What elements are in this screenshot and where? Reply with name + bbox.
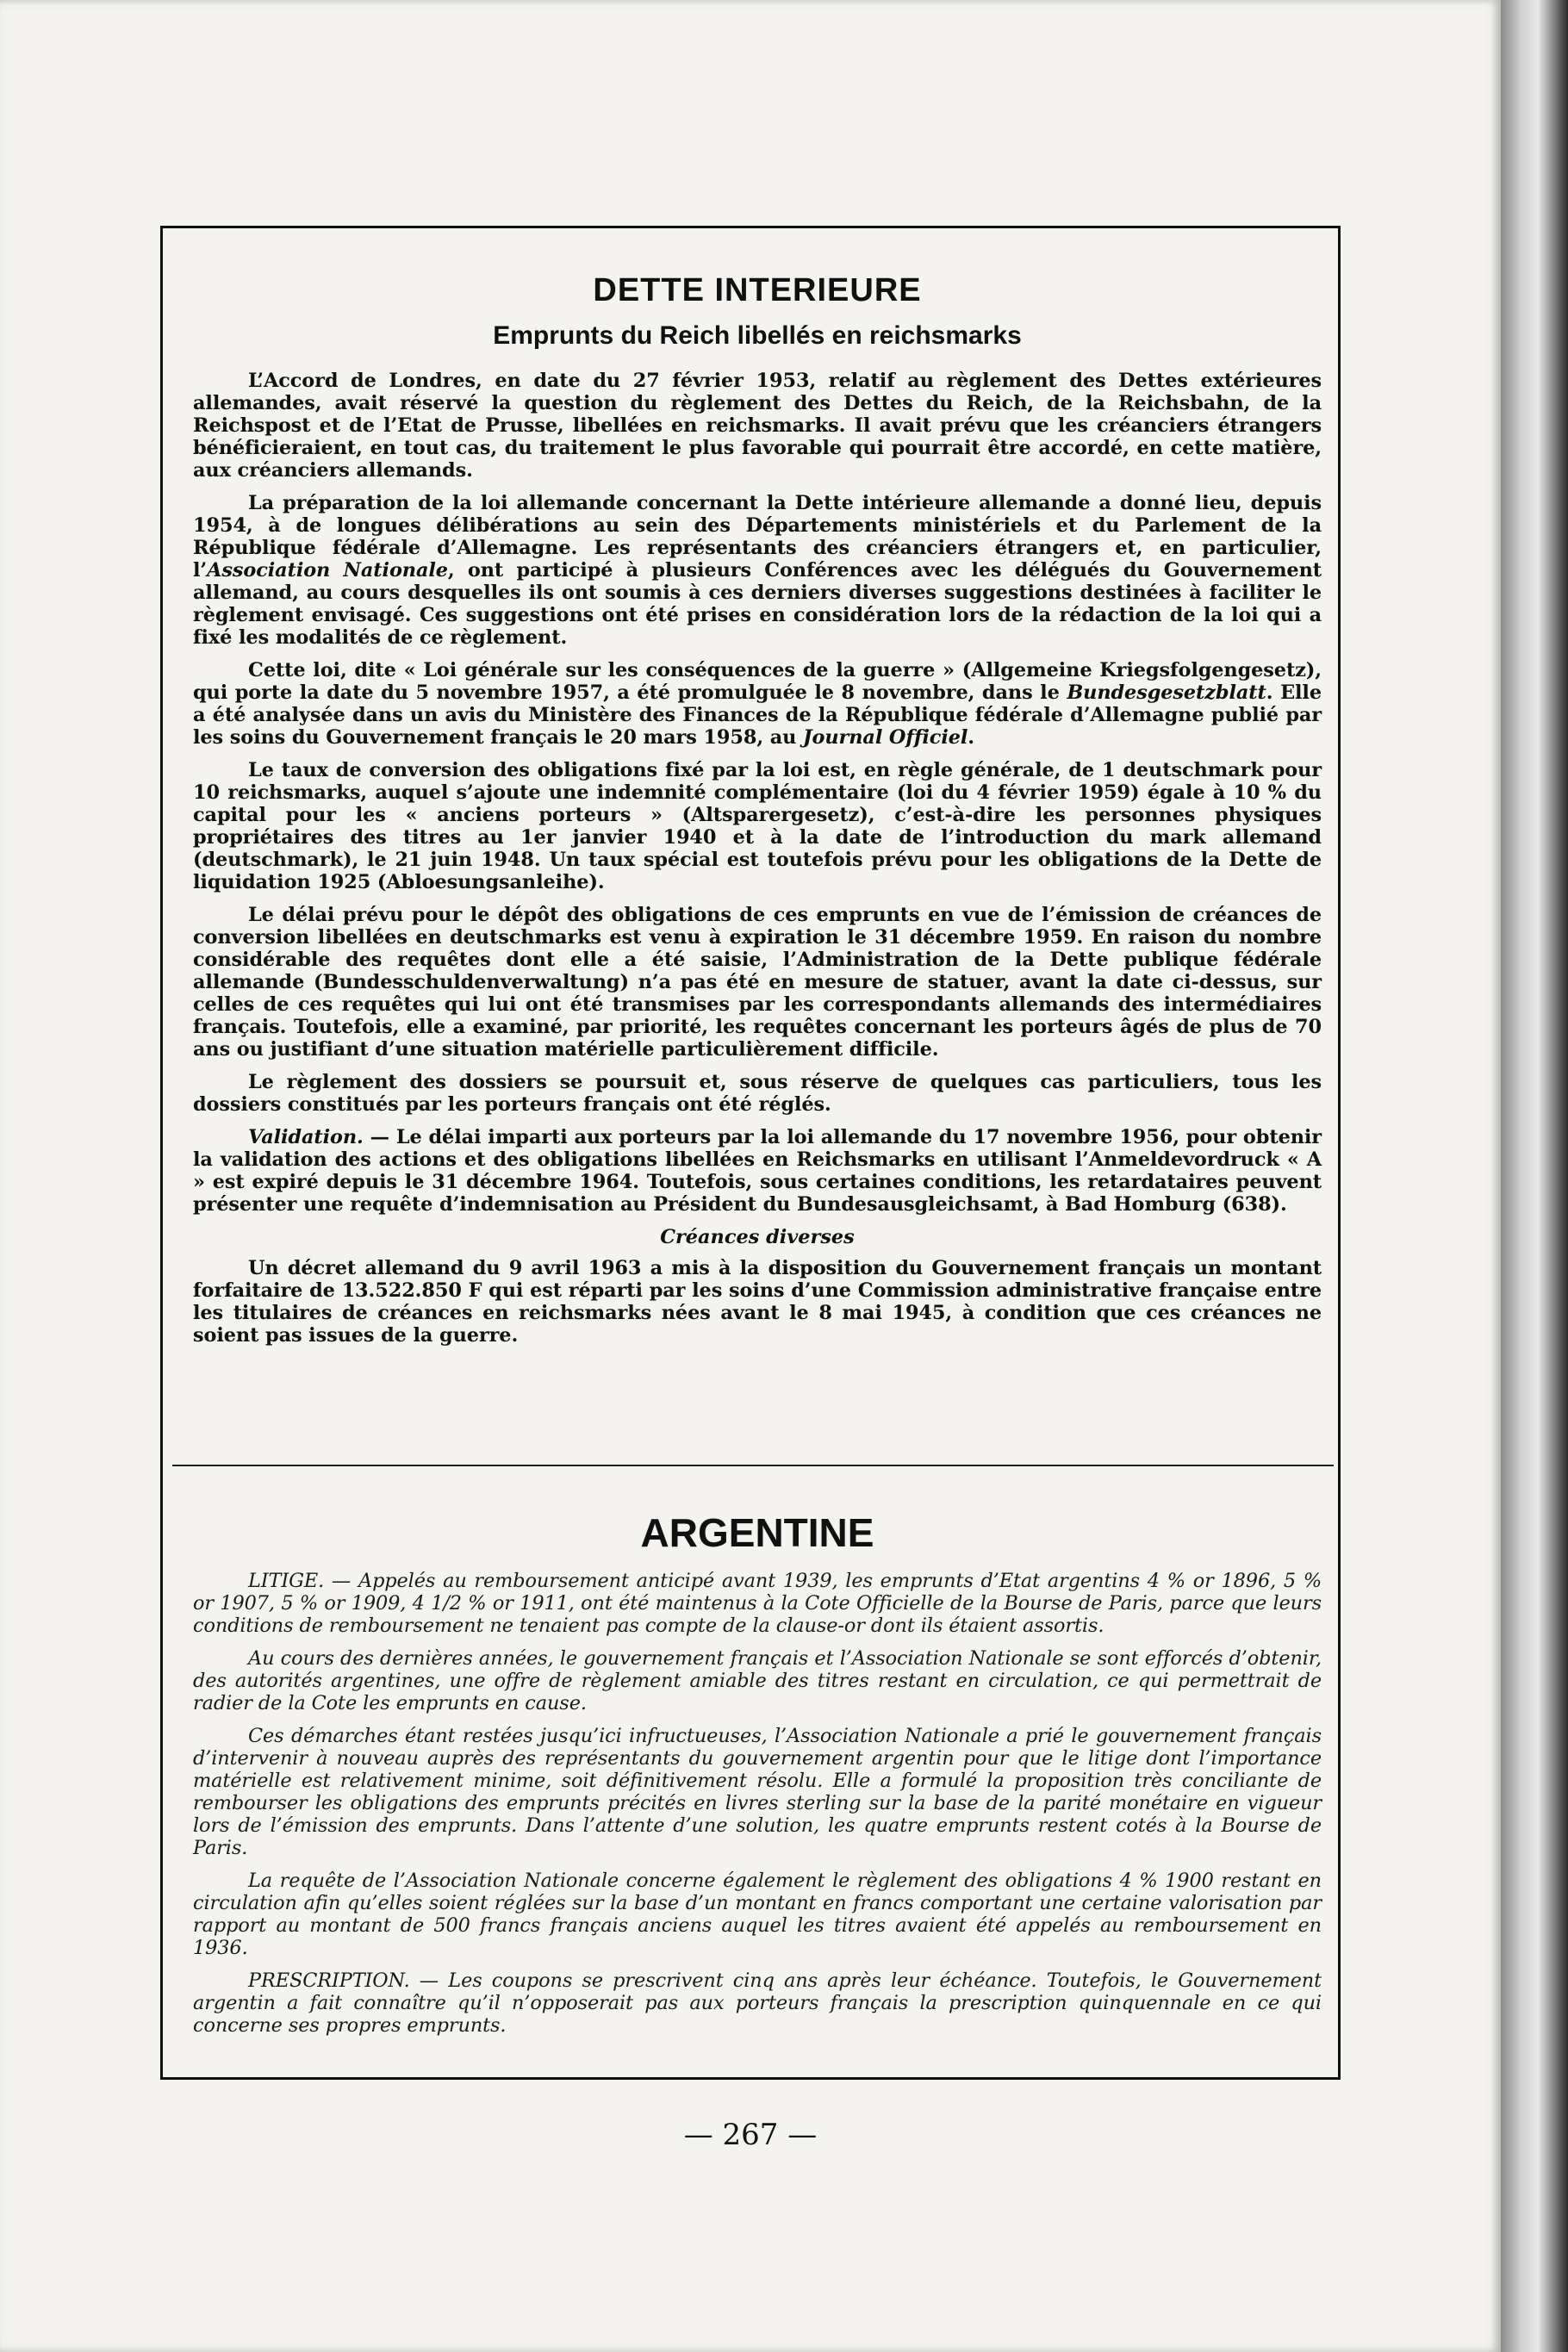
subheading: Créances diverses (660, 1226, 855, 1248)
paragraph: Un décret allemand du 9 avril 1963 a mis à la disposition du Gouvernement français un montant forfaitaire de 13.522.850 F qui est réparti par les soins d’une Commission administrative française entre les titulaires de créances en reichsmarks nées avant le 8 mai 1945, à condition que ces créances ne soient pas issues de la guerre. (193, 1257, 1322, 1347)
section-subtitle: Emprunts du Reich libellés en reichsmarks (493, 321, 1022, 350)
dette-interieure-section (193, 272, 1322, 1357)
paragraph: La préparation de la loi allemande concernant la Dette intérieure allemande a donné lieu, depuis 1954, à de longues délibérations au sein des Départements ministériels et du Parlement de la République fédérale d’Allemagne. Les représentants des créanciers étrangers et, en particulier, l’Association Nationale, ont participé à plusieurs Conférences avec les délégués du Gouvernement allemand, au cours desquelles ils ont soumis à ces derniers diverses suggestions destinées à faciliter le règlement envisagé. Ces suggestions ont été prises en considération lors de la rédaction de la loi qui a fixé les modalités de ce règlement. (193, 492, 1322, 649)
argentine-section (193, 1509, 1322, 2047)
paragraph: Le taux de conversion des obligations fixé par la loi est, en règle générale, de 1 deutschmark pour 10 reichsmarks, auquel s’ajoute une indemnité complémentaire (loi du 4 février 1959) égale à 10 % du capital pour les « anciens porteurs » (Altsparergesetz), c’est-à-dire les personnes physiques propriétaires des titres au 1er janvier 1940 et à la date de l’introduction du mark allemand (deutschmark), le 21 juin 1948. Un taux spécial est toutefois prévu pour les obligations de la Dette de liquidation 1925 (Abloesungsanleihe). (193, 759, 1322, 893)
page-edge (1501, 0, 1568, 2352)
paragraph: LITIGE. — Appelés au remboursement anticipé avant 1939, les emprunts d’Etat argentins 4 % or 1896, 5 % or 1907, 5 % or 1909, 4 1/2 % or 1911, ont été maintenus à la Cote Officielle de la Bourse de Paris, parce que leurs conditions de remboursement ne tenaient pas compte de la clause-or dont ils étaient assortis. (193, 1570, 1322, 1637)
paragraph: PRESCRIPTION. — Les coupons se prescrivent cinq ans après leur échéance. Toutefois, le Gouvernement argentin a fait connaître qu’il n’opposerait pas aux porteurs français la prescription quinquennale en ce qui concerne ses propres emprunts. (193, 1969, 1322, 2037)
paragraph: Le délai prévu pour le dépôt des obligations de ces emprunts en vue de l’émission de créances de conversion libellées en deutschmarks est venu à expiration le 31 décembre 1959. En raison du nombre considérable des requêtes dont elle a été saisie, l’Administration de la Dette publique fédérale allemande (Bundesschuldenverwaltung) n’a pas été en mesure de statuer, avant la date ci-dessus, sur celles de ces requêtes qui lui ont été transmises par les correspondants allemands des intermédiaires français. Toutefois, elle a examiné, par priorité, les requêtes concernant les porteurs âgés de plus de 70 ans ou justifiant d’une situation matérielle particulièrement difficile. (193, 904, 1322, 1061)
paragraph: Au cours des dernières années, le gouvernement français et l’Association Nationale se sont efforcés d’obtenir, des autorités argentines, une offre de règlement amiable des titres restant en circulation, ce qui permettrait de radier de la Cote les emprunts en cause. (193, 1647, 1322, 1714)
page-number: — 267 — (683, 2118, 818, 2152)
paragraph: Validation. — Le délai imparti aux porteurs par la loi allemande du 17 novembre 1956, pour obtenir la validation des actions et des obligations libellées en Reichsmarks en utilisant l’Anmeldevordruck « A » est expiré depuis le 31 décembre 1964. Toutefois, sous certaines conditions, les retardataires peuvent présenter une requête d’indemnisation au Président du Bundesausgleichsamt, à Bad Homburg (638). (193, 1126, 1322, 1216)
paragraph: La requête de l’Association Nationale concerne également le règlement des obligations 4 % 1900 restant en circulation afin qu’elles soient réglées sur la base d’un montant en francs comportant une certaine valorisation par rapport au montant de 500 francs français anciens auquel les titres avaient été appelés au remboursement en 1936. (193, 1870, 1322, 1959)
section-title: ARGENTINE (640, 1510, 874, 1555)
section-title: DETTE INTERIEURE (593, 272, 922, 308)
paragraph: Ces démarches étant restées jusqu’ici infructueuses, l’Association Nationale a prié le gouvernement français d’intervenir à nouveau auprès des représentants du gouvernement argentin pour que le litige dont l’importance matérielle est relativement minime, soit définitivement résolu. Elle a formulé la proposition très conciliante de rembourser les obligations des emprunts précités en livres sterling sur la base de la parité monétaire en vigueur lors de l’émission des emprunts. Dans l’attente d’une solution, les quatre emprunts restent cotés à la Bourse de Paris. (193, 1725, 1322, 1859)
paragraph: L’Accord de Londres, en date du 27 février 1953, relatif au règlement des Dettes extérieures allemandes, avait réservé la question du règlement des Dettes du Reich, de la Reichsbahn, de la Reichspost et de l’Etat de Prusse, libellées en reichsmarks. Il avait prévu que les créanciers étrangers bénéficieraient, en tout cas, du traitement le plus favorable qui pourrait être accordé, en cette matière, aux créanciers allemands. (193, 370, 1322, 482)
paragraph: Le règlement des dossiers se poursuit et, sous réserve de quelques cas particuliers, tous les dossiers constitués par les porteurs français ont été réglés. (193, 1071, 1322, 1116)
section-divider (172, 1465, 1334, 1466)
paragraph: Cette loi, dite « Loi générale sur les conséquences de la guerre » (Allgemeine Kriegsfolgengesetz), qui porte la date du 5 novembre 1957, a été promulguée le 8 novembre, dans le Bundesgesetzblatt. Elle a été analysée dans un avis du Ministère des Finances de la République fédérale d’Allemagne publié par les soins du Gouvernement français le 20 mars 1958, au Journal Officiel. (193, 659, 1322, 749)
